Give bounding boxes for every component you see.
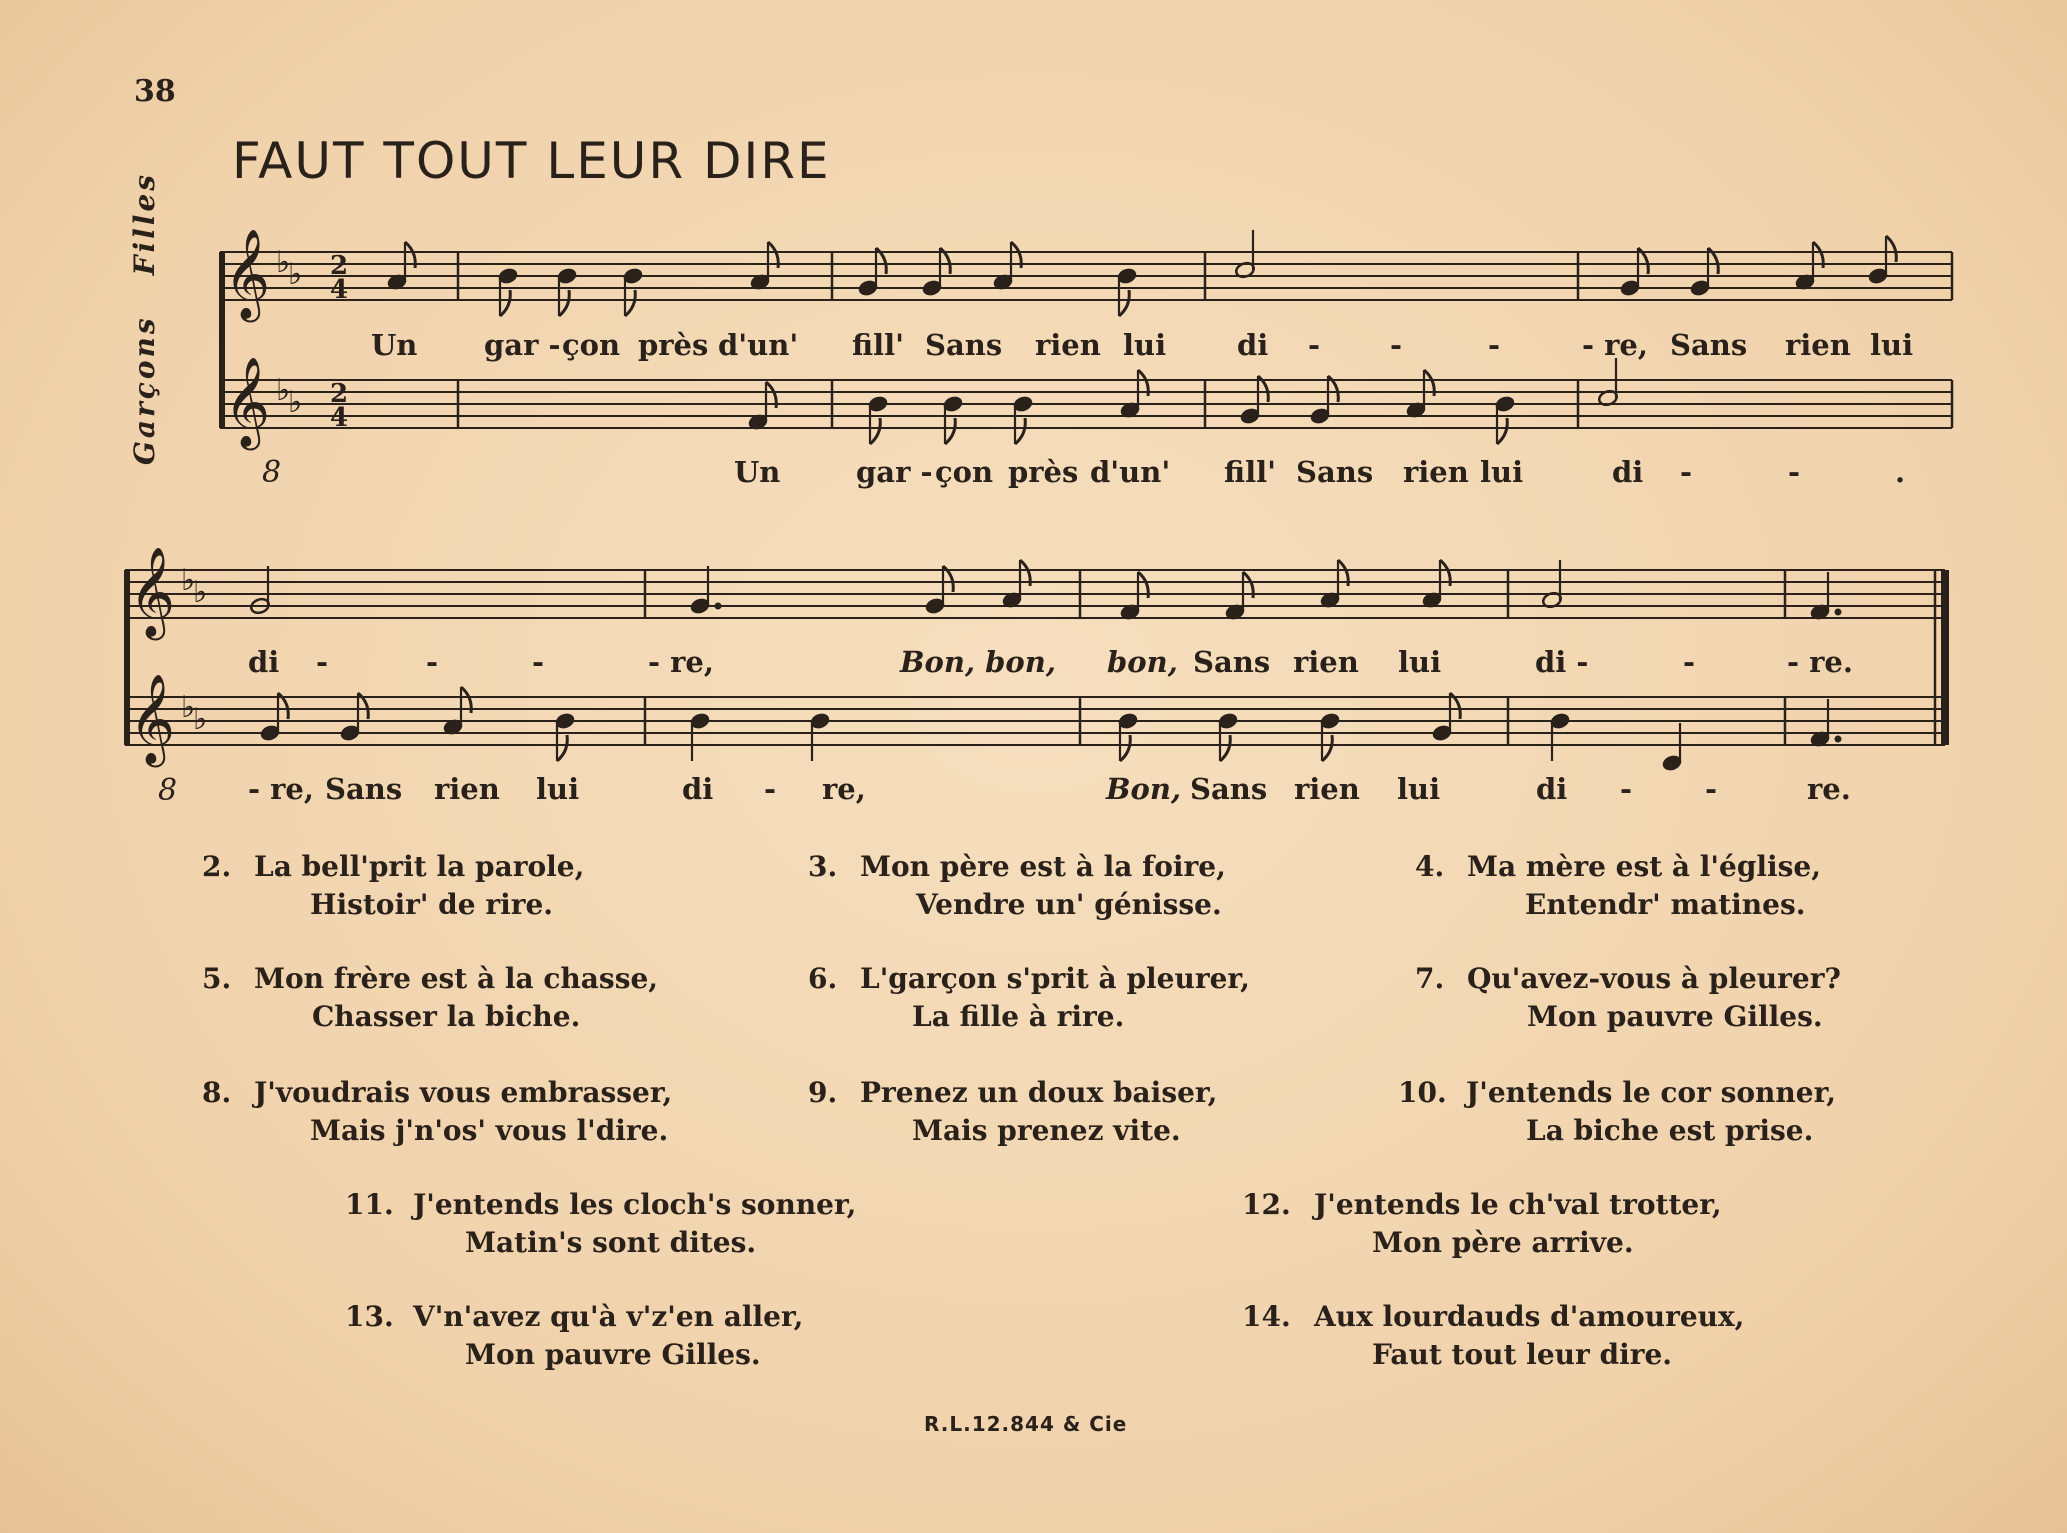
verse-line-2: Mon père arrive. xyxy=(1372,1226,1634,1259)
treble-clef: 𝄞 xyxy=(224,229,271,319)
verse-line-2: Mais j'n'os' vous l'dire. xyxy=(310,1114,669,1147)
treble-clef: 𝄞 xyxy=(224,357,271,447)
lyric-s2-lower: Sans xyxy=(1190,772,1268,806)
lyric-s2-upper: di - xyxy=(1535,645,1589,679)
lyric-s2-upper: - re. xyxy=(1787,645,1853,679)
lyric-s1-upper: d'un' xyxy=(718,328,799,362)
note-flag xyxy=(870,418,880,444)
verse-3 xyxy=(808,848,1226,924)
verse-line-1: Mon père est à la foire, xyxy=(860,850,1226,883)
verse-number: 13. xyxy=(345,1300,394,1333)
verse-number: 12. xyxy=(1242,1188,1291,1221)
verse-7 xyxy=(1415,960,1841,1036)
time-signature-top: 2 xyxy=(330,251,349,281)
lyric-s2-lower: di xyxy=(1536,772,1568,806)
note-dot xyxy=(1835,736,1841,742)
verse-line-1: V'n'avez qu'à v'z'en aller, xyxy=(413,1300,804,1333)
note-flag xyxy=(559,290,569,316)
note-flag xyxy=(1120,735,1130,761)
lyric-s1-lower: - xyxy=(1680,455,1693,489)
voice-girls-label: Filles xyxy=(128,171,161,276)
flat-sign: ♭ xyxy=(288,385,303,420)
note-flag xyxy=(1220,735,1230,761)
verse-number: 5. xyxy=(202,962,232,995)
lyric-s1-upper: Un xyxy=(371,328,418,362)
lyric-s2-upper: Sans xyxy=(1193,645,1271,679)
flat-sign: ♭ xyxy=(181,563,196,598)
note-flag xyxy=(1119,290,1129,316)
note-flag xyxy=(557,735,567,761)
lyric-s1-lower: rien xyxy=(1403,455,1469,489)
verse-number: 8. xyxy=(202,1076,232,1109)
note-flag xyxy=(500,290,510,316)
verse-number: 7. xyxy=(1415,962,1445,995)
lyric-s1-lower: . xyxy=(1895,455,1906,489)
lyric-s2-lower: - xyxy=(764,772,777,806)
clefs xyxy=(129,229,302,768)
verse-number: 3. xyxy=(808,850,838,883)
verse-line-1: J'entends le cor sonner, xyxy=(1466,1076,1837,1109)
lyric-s1-upper: lui xyxy=(1123,328,1167,362)
lyric-s1-upper: - xyxy=(1390,328,1403,362)
flat-sign: ♭ xyxy=(288,257,303,292)
tenor-octave-marker: 8 xyxy=(262,455,282,490)
lyric-s2-upper: - xyxy=(1683,645,1696,679)
lyric-s1-upper: lui xyxy=(1870,328,1914,362)
time-signature-bottom: 4 xyxy=(330,275,349,305)
verse-line-1: Ma mère est à l'église, xyxy=(1467,850,1821,883)
lyric-s2-upper: di xyxy=(248,645,280,679)
lyric-s2-upper: rien xyxy=(1293,645,1359,679)
notes xyxy=(249,230,1896,772)
verse-line-1: Prenez un doux baiser, xyxy=(860,1076,1218,1109)
verse-10 xyxy=(1398,1074,1836,1150)
verse-line-2: Chasser la biche. xyxy=(312,1000,581,1033)
verse-number: 6. xyxy=(808,962,838,995)
lyric-s1-lower: d'un' xyxy=(1090,455,1171,489)
verse-14 xyxy=(1242,1298,1744,1374)
lyric-s1-lower: gar - xyxy=(856,455,933,489)
treble-clef: 𝄞 xyxy=(129,674,176,764)
lyric-s1-upper: di xyxy=(1237,328,1269,362)
lyric-s2-upper: lui xyxy=(1398,645,1442,679)
lyric-s1-lower: fill' xyxy=(1224,455,1276,489)
lyric-s2-upper: - re, xyxy=(648,645,714,679)
voice-boys-label: Garçons xyxy=(128,315,161,465)
lyric-s2-lower: Sans xyxy=(325,772,403,806)
verse-11 xyxy=(345,1186,856,1262)
page-number: 38 xyxy=(134,74,176,109)
lyric-s1-upper: près xyxy=(638,328,709,362)
lyric-s2-upper-italic: bon, xyxy=(1107,645,1178,679)
verse-line-2: La fille à rire. xyxy=(912,1000,1125,1033)
note-flag xyxy=(625,290,635,316)
tenor-octave-marker: 8 xyxy=(158,773,178,808)
verse-5 xyxy=(202,960,658,1036)
lyric-s2-upper-italic: Bon, bon, xyxy=(900,645,1056,679)
lyric-s2-lower-italic: Bon, xyxy=(1106,772,1182,806)
lyric-s1-upper: rien xyxy=(1035,328,1101,362)
lyric-s2-upper: - xyxy=(316,645,329,679)
lyric-s1-lower: çon xyxy=(935,455,994,489)
lyric-s1-upper: fill' xyxy=(852,328,904,362)
flat-sign: ♭ xyxy=(276,245,291,280)
lyric-s1-upper: - xyxy=(1488,328,1501,362)
verse-line-1: Mon frère est à la chasse, xyxy=(254,962,659,995)
lyric-s2-lower: - xyxy=(1705,772,1718,806)
lyric-s1-upper: Sans xyxy=(1670,328,1748,362)
verse-line-1: Qu'avez-vous à pleurer? xyxy=(1467,962,1841,995)
verse-line-2: La biche est prise. xyxy=(1526,1114,1814,1147)
lyric-s1-upper: - re, xyxy=(1582,328,1648,362)
verse-number: 11. xyxy=(345,1188,394,1221)
verse-line-2: Mon pauvre Gilles. xyxy=(465,1338,761,1371)
verse-line-2: Entendr' matines. xyxy=(1525,888,1806,921)
verse-line-1: J'entends le ch'val trotter, xyxy=(1314,1188,1722,1221)
lyric-s2-lower: re. xyxy=(1807,772,1851,806)
flat-sign: ♭ xyxy=(193,702,208,737)
lyric-s2-lower: lui xyxy=(536,772,580,806)
verse-number: 2. xyxy=(202,850,232,883)
lyric-s2-lower: - xyxy=(1620,772,1633,806)
lyric-s2-lower: di xyxy=(682,772,714,806)
verse-number: 10. xyxy=(1398,1076,1447,1109)
verse-12 xyxy=(1242,1186,1722,1262)
lyric-s1-lower: près xyxy=(1008,455,1079,489)
verse-9 xyxy=(808,1074,1217,1150)
lyric-s2-upper: - xyxy=(532,645,545,679)
song-title: FAUT TOUT LEUR DIRE xyxy=(232,132,831,190)
note-dot xyxy=(715,603,721,609)
verse-line-2: Histoir' de rire. xyxy=(310,888,554,921)
flat-sign: ♭ xyxy=(193,575,208,610)
verse-6 xyxy=(808,960,1250,1036)
lyric-s1-upper: Sans xyxy=(925,328,1003,362)
lyric-s1-upper: - xyxy=(1308,328,1321,362)
lyric-s1-lower: lui xyxy=(1480,455,1524,489)
lyric-s2-lower: - re, xyxy=(248,772,314,806)
note-dot xyxy=(1835,609,1841,615)
verse-line-1: La bell'prit la parole, xyxy=(254,850,585,883)
note-flag xyxy=(1015,418,1025,444)
lyric-s1-lower: Sans xyxy=(1296,455,1374,489)
lyric-s2-upper: - xyxy=(426,645,439,679)
verse-4 xyxy=(1415,848,1821,924)
verse-line-2: Matin's sont dites. xyxy=(465,1226,757,1259)
verse-line-2: Vendre un' génisse. xyxy=(916,888,1222,921)
lyric-s1-upper: gar - xyxy=(484,328,561,362)
lyric-s1-lower: Un xyxy=(734,455,781,489)
verse-line-1: Aux lourdauds d'amoureux, xyxy=(1314,1300,1745,1333)
lyric-s1-lower: - xyxy=(1788,455,1801,489)
verse-number: 14. xyxy=(1242,1300,1291,1333)
verse-13 xyxy=(345,1298,803,1374)
verse-8 xyxy=(202,1074,672,1150)
note-flag xyxy=(1886,236,1896,262)
tenor-markers xyxy=(158,455,281,808)
lyric-s2-lower: re, xyxy=(822,772,866,806)
lyric-s1-upper: çon xyxy=(562,328,621,362)
verse-line-2: Mon pauvre Gilles. xyxy=(1527,1000,1823,1033)
verse-line-1: J'entends les cloch's sonner, xyxy=(413,1188,857,1221)
time-signature-top: 2 xyxy=(330,379,349,409)
lyric-s2-lower: rien xyxy=(1294,772,1360,806)
verse-line-2: Mais prenez vite. xyxy=(912,1114,1181,1147)
treble-clef: 𝄞 xyxy=(129,547,176,637)
note-flag xyxy=(1322,735,1332,761)
note-flag xyxy=(1497,418,1507,444)
lyric-s2-lower: lui xyxy=(1397,772,1441,806)
verse-line-2: Faut tout leur dire. xyxy=(1372,1338,1673,1371)
lyric-s1-lower: di xyxy=(1612,455,1644,489)
verse-line-1: J'voudrais vous embrasser, xyxy=(254,1076,673,1109)
verse-number: 4. xyxy=(1415,850,1445,883)
lyric-s2-lower: rien xyxy=(434,772,500,806)
publisher-reference: R.L.12.844 & Cie xyxy=(924,1412,1128,1436)
time-signatures xyxy=(330,251,348,433)
verse-number: 9. xyxy=(808,1076,838,1109)
flat-sign: ♭ xyxy=(181,690,196,725)
note-flag xyxy=(945,418,955,444)
lyric-s1-upper: rien xyxy=(1785,328,1851,362)
verse-line-1: L'garçon s'prit à pleurer, xyxy=(860,962,1250,995)
time-signature-bottom: 4 xyxy=(330,403,349,433)
flat-sign: ♭ xyxy=(276,373,291,408)
verse-2 xyxy=(202,848,584,924)
